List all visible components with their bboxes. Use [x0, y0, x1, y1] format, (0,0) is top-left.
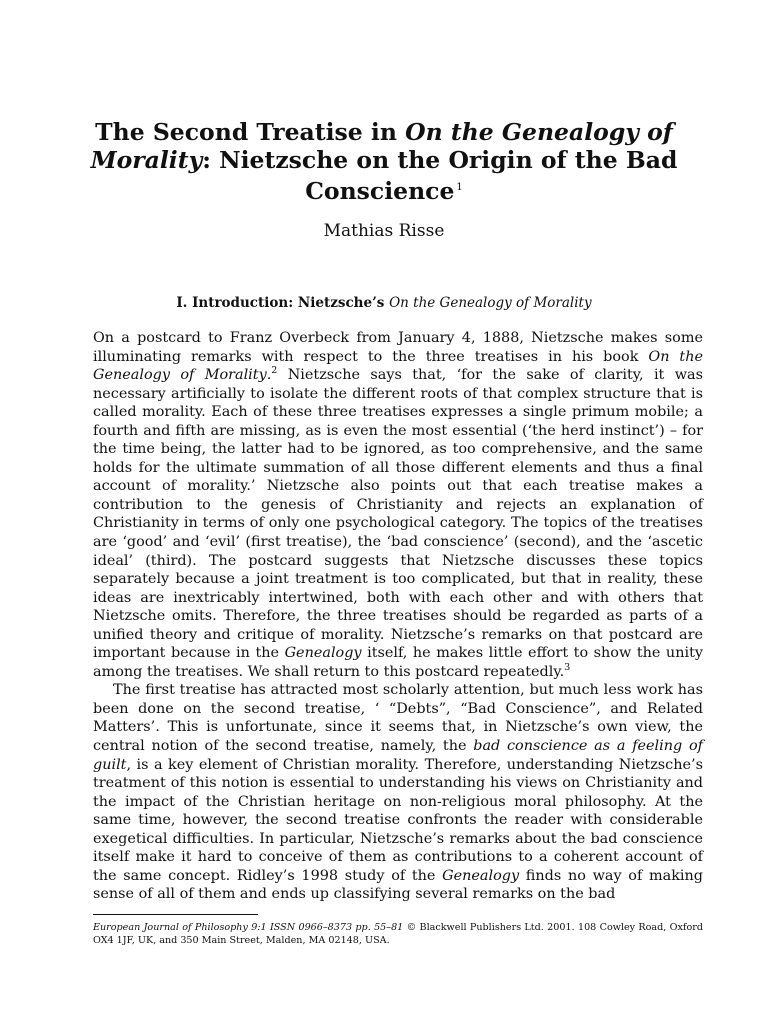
publication-footer: [93, 921, 703, 947]
title-text-2: : Nietzsche on the Origin of the Bad Conscience: [202, 146, 678, 205]
footer-divider: [93, 914, 258, 915]
section-heading-label: I. Introduction: Nietzsche’s: [176, 295, 390, 311]
title-italic-book: On the Genealogy of Morality: [90, 118, 673, 174]
copyright-notice: © Blackwell Publishers Ltd. 2001. 108 Cowley Road, Oxford OX4 1JF, UK, and 350 Main Street, Malden, MA 02148, USA.: [93, 922, 703, 946]
paragraph-1: [93, 329, 703, 681]
p1-text-2: .: [266, 367, 272, 384]
p2-italic-1: bad conscience as a feeling of guilt: [93, 738, 703, 773]
p2-text-3: finds no way of making sense of all of them and ends up classifying several remarks on the bad: [93, 867, 703, 903]
paragraph-2: [93, 681, 703, 904]
p1-italic-2: Genealogy: [284, 645, 362, 662]
p1-italic-1: On the Genealogy of Morality: [93, 348, 703, 384]
p1-text-3: Nietzsche says that, ‘for the sake of clarity, it was necessary artificially to isolate the different roots of that complex structure that is called morality. Each of these three treatises expresses a single primum mobile; a fourth and fifth are missing, as is even the most essential (‘the herd instinct’) – for the time being, the latter had to be ignored, as too comprehensive, and the same holds for the ultimate summation of all those different elements and thus a final account of morality.’ Nietzsche also points out that each treatise makes a contribution to the genesis of Christianity and rejects an explanation of Christianity in terms of only one psychological category. The topics of the treatises are ‘good’ and ‘evil’ (first treatise), the ‘bad conscience’ (second), and the ‘ascetic ideal’ (third). The postcard suggests that Nietzsche discusses these topics separately because a joint treatment is too complicated, but that in reality, these ideas are inextricably intertwined, both with each other and with others that Nietzsche omits. Therefore, the three treatises should be regarded as parts of a unified theory and critique of morality. Nietzsche’s remarks on that postcard are important because in the: [93, 367, 703, 662]
footnote-ref-2[interactable]: 2: [271, 365, 278, 377]
p1-text-4: itself, he makes little effort to show the unity among the treatises. We shall return to this postcard repeatedly.: [93, 645, 703, 680]
journal-citation: European Journal of Philosophy 9:1 ISSN 0966–8373 pp. 55–81: [93, 922, 404, 933]
article-title: [80, 118, 688, 205]
title-footnote-mark[interactable]: 1: [456, 182, 463, 193]
body-text: [93, 329, 703, 904]
footnote-ref-3[interactable]: 3: [564, 662, 571, 674]
section-heading: [0, 295, 768, 311]
p2-text-2: , is a key element of Christian morality. Therefore, understanding Nietzsche’s treatment of this notion is essential to understanding his views on Christianity and the impact of the Christian heritage on non-religious moral philosophy. At the same time, however, the second treatise confronts the reader with considerable exegetical difficulties. In particular, Nietzsche’s remarks about the bad conscience itself make it hard to conceive of them as contributions to a coherent account of the same concept. Ridley’s 1998 study of the: [93, 756, 703, 884]
p2-italic-2: Genealogy: [442, 867, 520, 884]
p2-text-1: The first treatise has attracted most scholarly attention, but much less work has been done on the second treatise, ‘ “Debts”, “Bad Conscience”, and Related Matters’. This is unfortunate, since it seems that, in Nietzsche’s own view, the central notion of the second treatise, namely, the: [93, 682, 703, 755]
author-name: Mathias Risse: [323, 221, 445, 241]
title-text-1: The Second Treatise in: [95, 118, 406, 146]
p1-text-1: On a postcard to Franz Overbeck from January 4, 1888, Nietzsche makes some illuminating remarks with respect to the three treatises in his book: [93, 330, 703, 365]
section-heading-italic: On the Genealogy of Morality: [389, 295, 592, 311]
